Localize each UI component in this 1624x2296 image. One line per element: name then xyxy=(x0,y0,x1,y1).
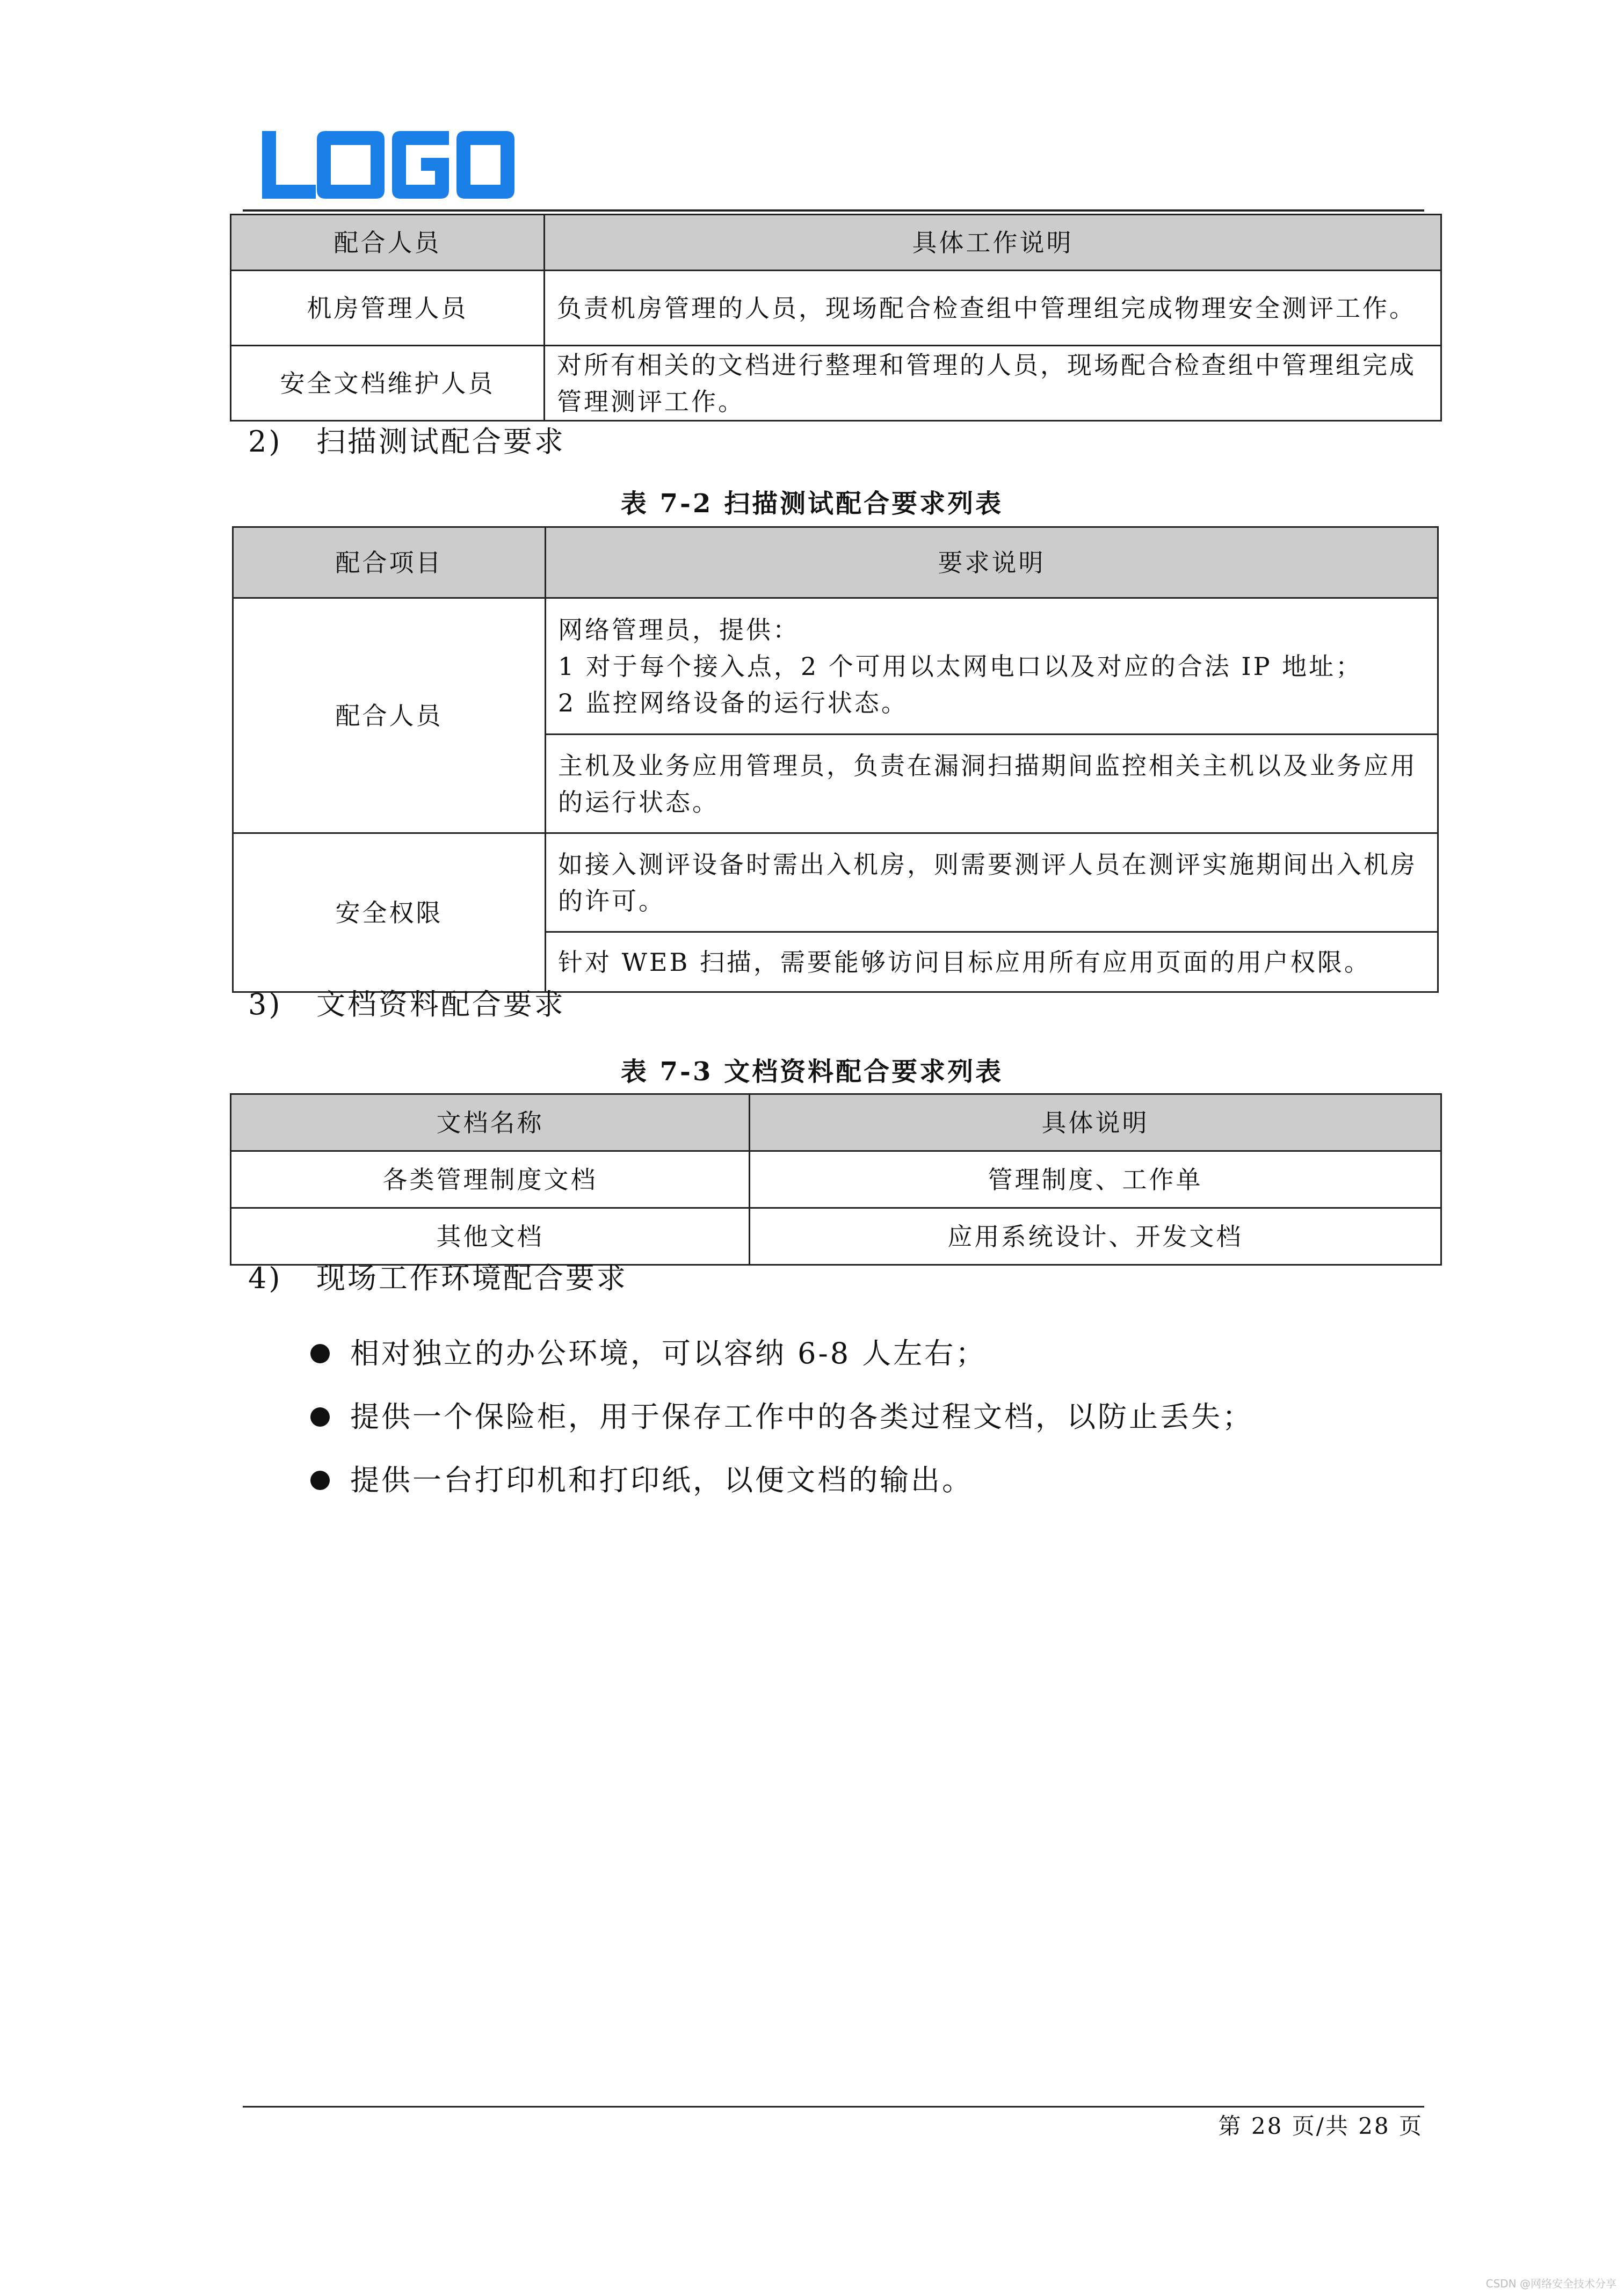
table-cell: 针对 WEB 扫描，需要能够访问目标应用所有应用页面的用户权限。 xyxy=(546,932,1438,992)
list-item-text: 提供一台打印机和打印纸，以便文档的输出。 xyxy=(350,1463,973,1497)
bullet-icon xyxy=(310,1471,330,1490)
table-header-desc: 要求说明 xyxy=(546,527,1438,598)
list-item-text: 提供一个保险柜，用于保存工作中的各类过程文档，以防止丢失； xyxy=(350,1400,1253,1434)
logo xyxy=(262,131,514,199)
staff-table xyxy=(230,214,1442,422)
table-header-desc: 具体说明 xyxy=(750,1094,1441,1151)
section-title: 文档资料配合要求 xyxy=(316,987,566,1021)
section-heading xyxy=(248,423,566,461)
cell-line: 网络管理员，提供： xyxy=(558,615,800,644)
table-cell: 对所有相关的文档进行整理和管理的人员，现场配合检查组中管理组完成管理测评工作。 xyxy=(545,346,1441,421)
list-item-text: 相对独立的办公环境，可以容纳 6-8 人左右； xyxy=(350,1336,987,1370)
table-caption: 表 7-2 扫描测试配合要求列表 xyxy=(620,489,1004,519)
bullet-icon xyxy=(310,1407,330,1427)
list-item xyxy=(310,1335,987,1372)
footer-rule xyxy=(243,2106,1424,2108)
section-title: 扫描测试配合要求 xyxy=(316,425,566,459)
bullet-icon xyxy=(310,1344,330,1363)
table-caption: 表 7-3 文档资料配合要求列表 xyxy=(620,1057,1004,1087)
section-title: 现场工作环境配合要求 xyxy=(316,1261,628,1295)
staff-table-header-role: 配合人员 xyxy=(231,215,545,271)
group-label: 安全权限 xyxy=(233,833,546,992)
scan-requirements-table xyxy=(232,526,1439,993)
table-cell: 如接入测评设备时需出入机房，则需要测评人员在测评实施期间出入机房的许可。 xyxy=(546,833,1438,932)
header-rule xyxy=(243,209,1424,212)
staff-table-header-desc: 具体工作说明 xyxy=(545,215,1441,271)
table-cell: 各类管理制度文档 xyxy=(231,1151,750,1208)
documents-table xyxy=(230,1093,1442,1266)
section-number: 2) xyxy=(248,425,282,459)
section-heading xyxy=(248,986,566,1023)
group-label: 配合人员 xyxy=(233,598,546,833)
table-header-item: 配合项目 xyxy=(233,527,546,598)
section-number: 3) xyxy=(248,987,282,1021)
cell-line: 1 对于每个接入点，2 个可用以太网电口以及对应的合法 IP 地址； xyxy=(558,651,1363,681)
table-cell: 管理制度、工作单 xyxy=(750,1151,1441,1208)
table-header-name: 文档名称 xyxy=(231,1094,750,1151)
table-cell: 负责机房管理的人员，现场配合检查组中管理组完成物理安全测评工作。 xyxy=(545,271,1441,346)
table-cell: 机房管理人员 xyxy=(231,271,545,346)
table-cell: 安全文档维护人员 xyxy=(231,346,545,421)
list-item xyxy=(310,1462,973,1499)
table-cell: 主机及业务应用管理员，负责在漏洞扫描期间监控相关主机以及业务应用的运行状态。 xyxy=(546,735,1438,833)
table-cell: 应用系统设计、开发文档 xyxy=(750,1208,1441,1265)
page-number: 第 28 页/共 28 页 xyxy=(1218,2113,1423,2139)
watermark: CSDN @网络安全技术分享 xyxy=(1485,2277,1616,2290)
section-number: 4) xyxy=(248,1261,282,1295)
table-cell: 其他文档 xyxy=(231,1208,750,1265)
cell-line: 2 监控网络设备的运行状态。 xyxy=(558,688,908,717)
table-cell xyxy=(546,598,1438,735)
section-heading xyxy=(248,1260,628,1297)
list-item xyxy=(310,1398,1253,1436)
